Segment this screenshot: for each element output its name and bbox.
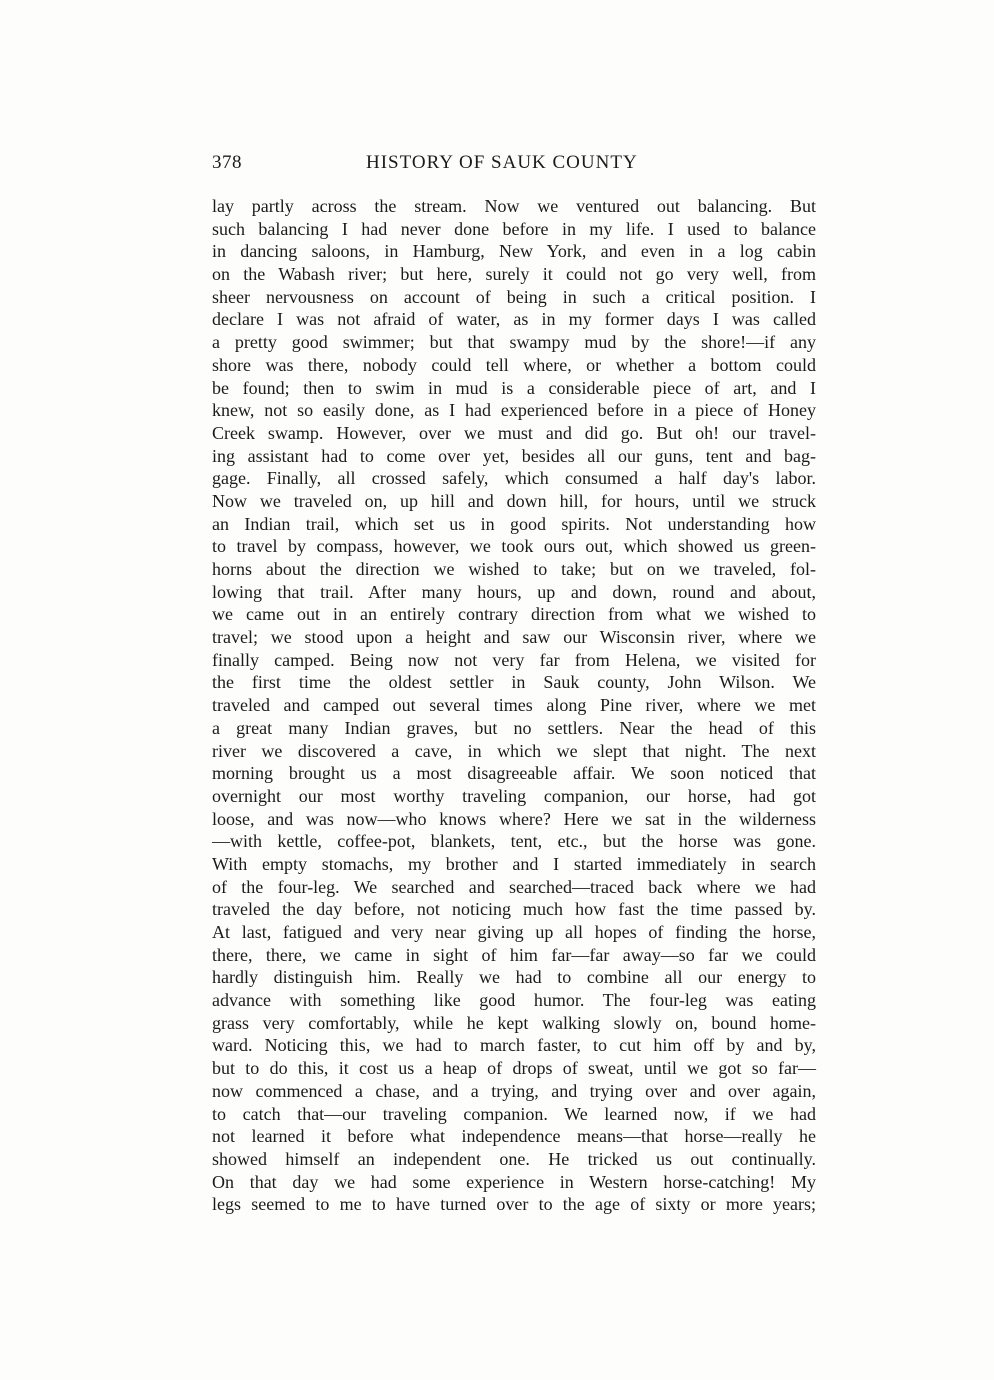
text-line: such balancing I had never done before in my life. I used to balance — [212, 218, 816, 239]
text-line: hardly distinguish him. Really we had to combine all our energy to — [212, 967, 816, 988]
text-line: not learned it before what independence means—that horse—really he — [212, 1126, 816, 1147]
running-head: HISTORY OF SAUK COUNTY — [366, 152, 638, 173]
text-line: traveled and camped out several times along Pine river, where we met — [212, 695, 816, 716]
text-line: On that day we had some experience in Western horse-catching! My — [212, 1171, 816, 1192]
text-line: we came out in an entirely contrary direction from what we wished to — [212, 604, 816, 625]
text-line: At last, fatigued and very near giving up all hopes of finding the horse, — [212, 922, 816, 942]
page-number: 378 — [212, 152, 242, 173]
text-line: Now we traveled on, up hill and down hill, for hours, until we struck — [212, 490, 816, 511]
text-line: Creek swamp. However, over we must and did go. But oh! our travel- — [212, 422, 816, 443]
text-line: traveled the day before, not noticing much how fast the time passed by. — [212, 899, 816, 920]
text-line: gage. Finally, all crossed safely, which consumed a half day's labor. — [212, 468, 816, 489]
text-line: morning brought us a most disagreeable affair. We soon noticed that — [212, 763, 816, 784]
text-line: —with kettle, coffee-pot, blankets, tent, etc., but the horse was gone. — [212, 831, 816, 852]
text-line: on the Wabash river; but here, surely it could not go very well, from — [212, 264, 816, 285]
text-line: in dancing saloons, in Hamburg, New York, and even in a log cabin — [212, 241, 816, 262]
text-line: a pretty good swimmer; but that swampy mud by the shore!—if any — [212, 332, 816, 353]
text-line: sheer nervousness on account of being in such a critical position. I — [212, 286, 816, 307]
page-header — [212, 152, 816, 180]
text-line: With empty stomachs, my brother and I started immediately in search — [212, 853, 816, 874]
text-line: legs seemed to me to have turned over to the age of sixty or more years; — [212, 1194, 816, 1215]
text-line: there, there, we came in sight of him far—far away—so far we could — [212, 944, 816, 965]
text-line: loose, and was now—who knows where? Here we sat in the wilderness — [212, 808, 816, 829]
text-line: to travel by compass, however, we took ours out, which showed us green- — [212, 536, 816, 557]
text-line: ward. Noticing this, we had to march faster, to cut him off by and by, — [212, 1035, 816, 1056]
text-line: of the four-leg. We searched and searched—traced back where we had — [212, 876, 816, 897]
text-line: a great many Indian graves, but no settlers. Near the head of this — [212, 717, 816, 738]
text-line: lay partly across the stream. Now we ventured out balancing. But — [212, 196, 816, 216]
text-line: the first time the oldest settler in Sauk county, John Wilson. We — [212, 672, 816, 693]
text-line: lowing that trail. After many hours, up and down, round and about, — [212, 581, 816, 602]
text-line: but to do this, it cost us a heap of drops of sweat, until we got so far— — [212, 1058, 816, 1079]
text-line: finally camped. Being now not very far from Helena, we visited for — [212, 649, 816, 670]
text-line: declare I was not afraid of water, as in my former days I was called — [212, 309, 816, 330]
text-line: an Indian trail, which set us in good spirits. Not understanding how — [212, 513, 816, 534]
text-line: showed himself an independent one. He tricked us out continually. — [212, 1148, 816, 1169]
text-line: grass very comfortably, while he kept walking slowly on, bound home- — [212, 1012, 816, 1033]
text-line: now commenced a chase, and a trying, and trying over and over again, — [212, 1080, 816, 1101]
text-line: travel; we stood upon a height and saw our Wisconsin river, where we — [212, 627, 816, 648]
text-line: knew, not so easily done, as I had experienced before in a piece of Honey — [212, 400, 816, 421]
body-text — [212, 195, 816, 1216]
text-line: river we discovered a cave, in which we slept that night. The next — [212, 740, 816, 761]
text-line: shore was there, nobody could tell where, or whether a bottom could — [212, 354, 816, 375]
text-line: ing assistant had to come over yet, besides all our guns, tent and bag- — [212, 445, 816, 466]
text-line: horns about the direction we wished to take; but on we traveled, fol- — [212, 559, 816, 579]
text-line: advance with something like good humor. The four-leg was eating — [212, 990, 816, 1011]
text-line: overnight our most worthy traveling companion, our horse, had got — [212, 785, 816, 806]
text-line: to catch that—our traveling companion. We learned now, if we had — [212, 1103, 816, 1124]
text-line: be found; then to swim in mud is a considerable piece of art, and I — [212, 377, 816, 398]
